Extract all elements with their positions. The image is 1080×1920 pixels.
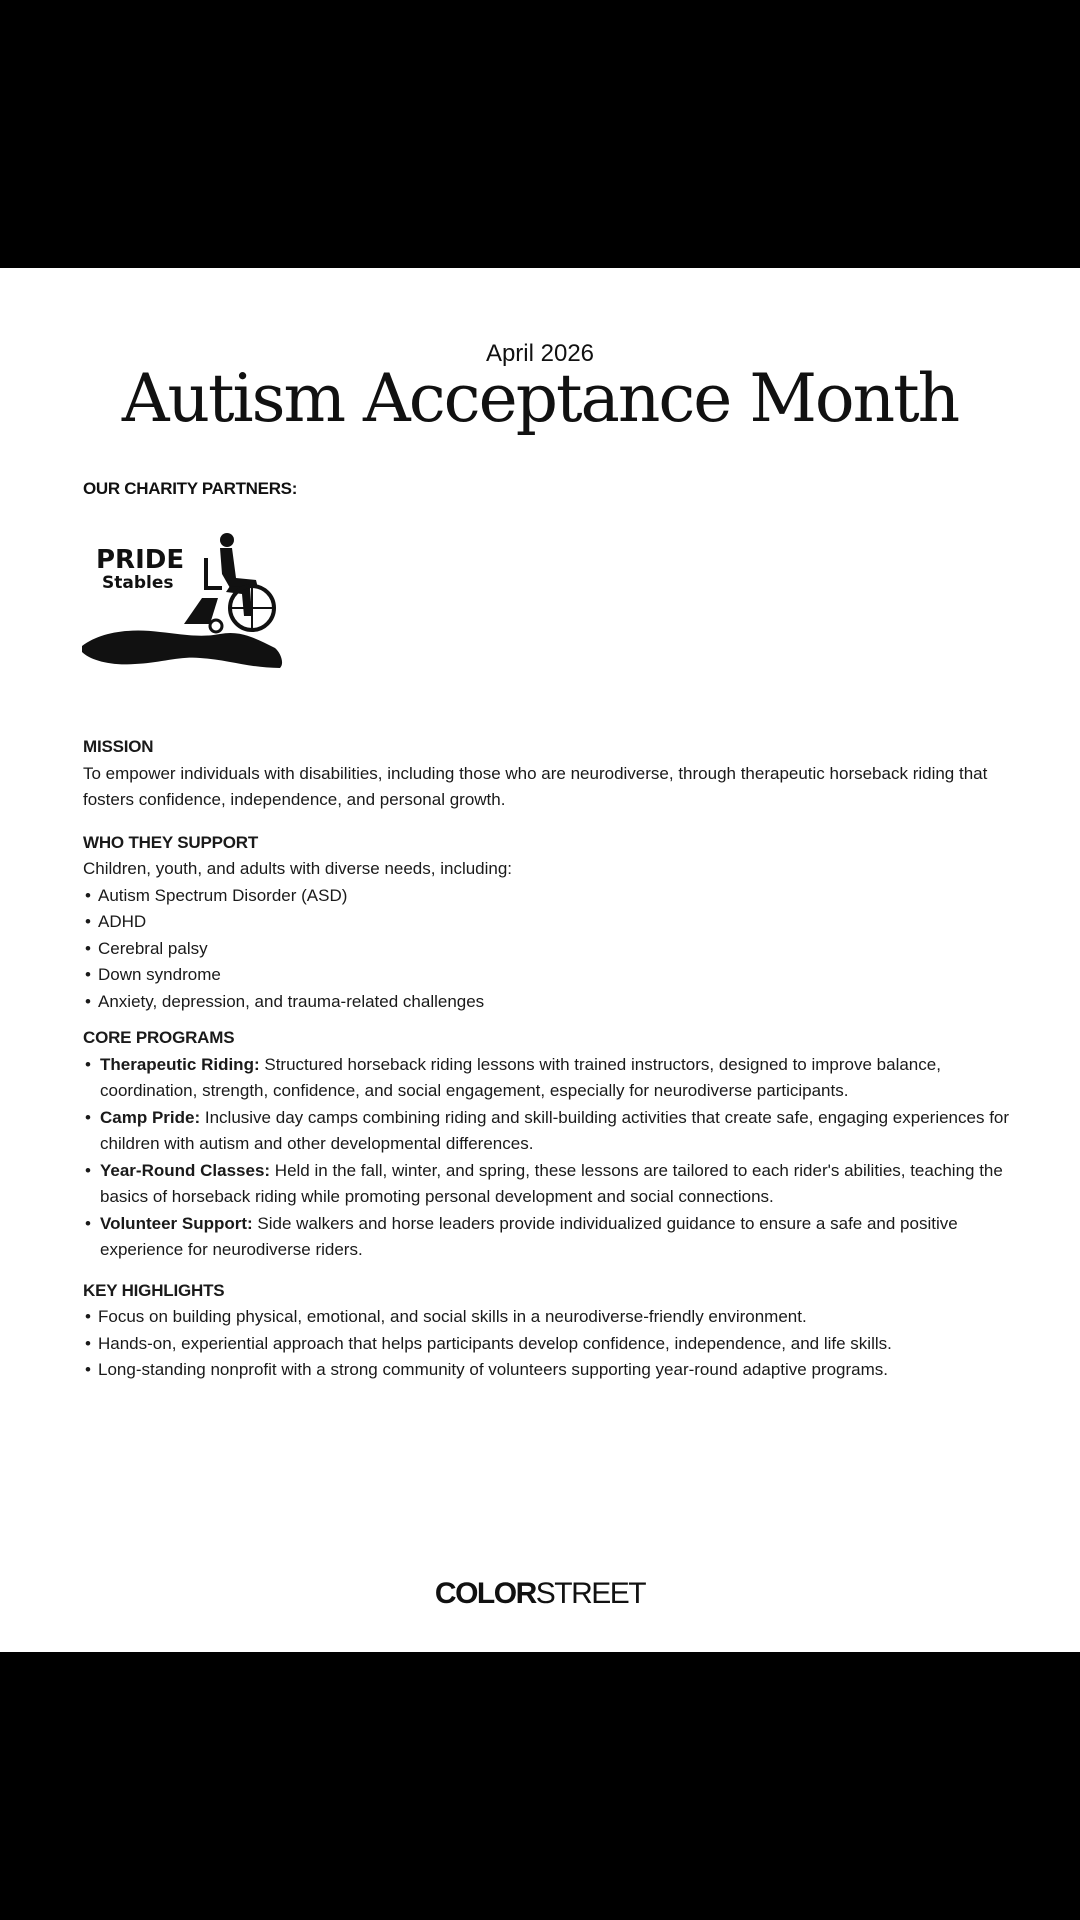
list-item: • ADHD <box>83 909 1013 936</box>
list-item: • Autism Spectrum Disorder (ASD) <box>83 883 1013 910</box>
logo-text-pride: PRIDE <box>96 545 185 575</box>
mission-text: To empower individuals with disabilities, including those who are neurodiverse, through therapeutic horseback riding that fosters confidence, independence, and personal growth. <box>83 763 988 809</box>
program-name: Camp Pride: <box>100 1107 201 1127</box>
content <box>83 734 1013 1384</box>
header-date: April 2026 <box>485 340 595 367</box>
brand-part2: STREET <box>535 1577 646 1610</box>
list-item: • Focus on building physical, emotional, and social skills in a neurodiverse-friendly environment. <box>83 1304 1013 1331</box>
highlights-list <box>83 1304 1013 1384</box>
support-list <box>83 883 1013 1016</box>
program-item <box>83 1158 1013 1211</box>
program-text: Side walkers and horse leaders provide individualized guidance to ensure a safe and positive experience for neurodiverse riders. <box>100 1213 958 1259</box>
program-name: Volunteer Support: <box>100 1213 253 1233</box>
color-street-logo <box>0 1577 1080 1611</box>
logo-text-stables: Stables <box>102 573 174 593</box>
program-item <box>83 1052 1013 1105</box>
list-item: • Hands-on, experiential approach that helps participants develop confidence, independence, and life skills. <box>83 1331 1013 1358</box>
list-item: • Anxiety, depression, and trauma-related challenges <box>83 989 1013 1016</box>
program-item <box>83 1211 1013 1264</box>
program-item <box>83 1105 1013 1158</box>
list-item: • Down syndrome <box>83 962 1013 989</box>
program-name: Therapeutic Riding: <box>100 1054 260 1074</box>
page-title: Autism Acceptance Month <box>121 360 959 437</box>
pride-stables-logo <box>80 528 290 678</box>
support-intro: Children, youth, and adults with diverse needs, including: <box>83 859 513 878</box>
list-item: • Cerebral palsy <box>83 936 1013 963</box>
program-text: Inclusive day camps combining riding and skill-building activities that create safe, engaging experiences for children with autism and other developmental differences. <box>100 1107 1010 1153</box>
list-item: • Long-standing nonprofit with a strong community of volunteers supporting year-round adaptive programs. <box>83 1357 1013 1384</box>
program-text: Held in the fall, winter, and spring, these lessons are tailored to each rider's abilities, teaching the basics of horseback riding while promoting personal development and social connections. <box>100 1160 1003 1206</box>
programs-list <box>83 1052 1013 1264</box>
program-text: Structured horseback riding lessons with trained instructors, designed to improve balance, coordination, strength, confidence, and social engagement, especially for neurodiverse participants. <box>100 1054 941 1100</box>
programs-heading: CORE PROGRAMS <box>83 1028 235 1047</box>
highlights-heading: KEY HIGHLIGHTS <box>83 1280 225 1300</box>
program-name: Year-Round Classes: <box>100 1160 271 1180</box>
brand-part1: COLOR <box>434 1577 536 1610</box>
partners-label: OUR CHARITY PARTNERS: <box>83 479 298 498</box>
wheelchair-icon <box>80 528 290 678</box>
mission-heading: MISSION <box>83 737 154 756</box>
support-heading: WHO THEY SUPPORT <box>83 832 259 852</box>
flyer-sheet <box>0 268 1080 1652</box>
